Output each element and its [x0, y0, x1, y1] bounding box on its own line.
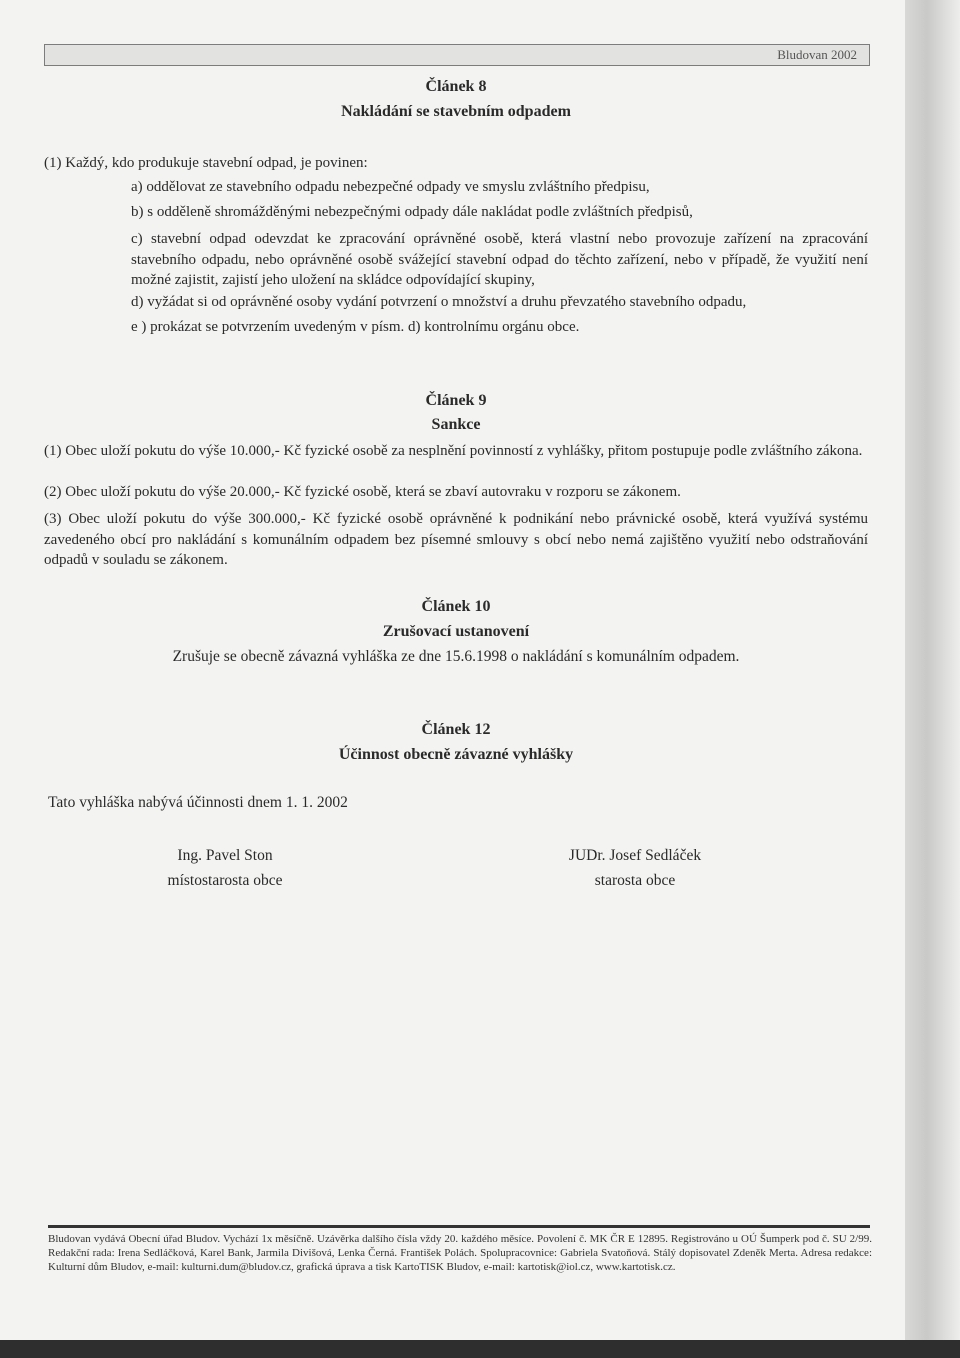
- article-8-item-b: b) s odděleně shromážděnými nebezpečnými odpady dále nakládat podle zvláštních předpisů,: [131, 204, 693, 220]
- article-12-text: Tato vyhláška nabývá účinnosti dnem 1. 1. 2002: [48, 794, 348, 811]
- article-8-item-a: a) oddělovat ze stavebního odpadu nebezpečné odpady ve smyslu zvláštního předpisu,: [131, 179, 650, 195]
- publication-name: Bludovan 2002: [777, 47, 857, 62]
- article-8-item-c: c) stavební odpad odevzdat ke zpracování oprávněné osobě, která vlastní nebo provozuje zařízení na zpracování stavebního odpadu, nebo oprávněné osobě svážející stavební odpad do těchto zařízení, nebo v případě, že využití není možné zajistit, zajistí jeho uložení na skládce odpovídající skupiny,: [131, 231, 868, 288]
- article-9-number: Článek 9: [425, 392, 487, 409]
- bottom-scan-edge: [0, 1340, 960, 1358]
- article-10-title: Zrušovací ustanovení: [382, 623, 530, 640]
- header-bar: [44, 44, 870, 66]
- signature-left-role: místostarosta obce: [167, 872, 283, 889]
- footer-imprint: Bludovan vydává Obecní úřad Bludov. Vychází 1x měsíčně. Uzávěrka dalšího čísla vždy 20. každého měsíce. Povolení č. MK ČR E 12895. Registrováno u OÚ Šumperk pod č. SU 2/99. Redakční rada: Irena Sedláčková, Karel Bank, Jarmila Divišová, Lenka Černá. František Polách. Spolupracovnice: Gabriela Svatoňová. Stálý dopisovatel Zdeněk Merta. Adresa redakce: Kulturní dům Bludov, e-mail: kulturni.dum@bludov.cz, grafická úprava a tisk KartoTISK Bludov, e-mail: kartotisk@iol.cz, www.kartotisk.cz.: [48, 1233, 872, 1273]
- article-9-paragraph-2: (2) Obec uloží pokutu do výše 20.000,- Kč fyzické osobě, která se zbaví autovraku v rozporu se zákonem.: [44, 484, 681, 500]
- signature-right: [530, 843, 740, 893]
- article-10-number: Článek 10: [421, 598, 491, 615]
- article-9-title: Sankce: [431, 416, 481, 433]
- article-9-paragraph-3: (3) Obec uloží pokutu do výše 300.000,- Kč fyzické osobě oprávněné k podnikání nebo právnické osobě, která využívá systému zavedeného obcí pro nakládání s komunálním odpadem bez písemné smlouvy s obcí nebo nemá zajištěno využití nebo odstraňování odpadů v souladu se zákonem.: [44, 511, 868, 568]
- article-10-text: Zrušuje se obecně závazná vyhláška ze dne 15.6.1998 o nakládání s komunálním odpadem.: [172, 648, 740, 665]
- adjacent-page-edge: [905, 0, 960, 1358]
- article-8-item-e: e ) prokázat se potvrzením uvedeným v písm. d) kontrolnímu orgánu obce.: [131, 319, 580, 335]
- article-8-number: Článek 8: [425, 78, 487, 95]
- article-9-paragraph-1: (1) Obec uloží pokutu do výše 10.000,- Kč fyzické osobě za nesplnění povinností z vyhlášky, přitom postupuje podle zvláštního zákona.: [44, 443, 863, 459]
- article-12-number: Článek 12: [421, 721, 491, 738]
- footer-divider: [48, 1225, 870, 1228]
- article-8-title: Nakládání se stavebním odpadem: [341, 103, 571, 120]
- signature-left: [120, 843, 330, 893]
- article-8-item-d: d) vyžádat si od oprávněné osoby vydání potvrzení o množství a druhu převzatého stavebního odpadu,: [131, 294, 747, 310]
- signature-right-name: JUDr. Josef Sedláček: [568, 847, 702, 864]
- signature-right-role: starosta obce: [594, 872, 676, 889]
- article-12-title: Účinnost obecně závazné vyhlášky: [338, 746, 574, 763]
- article-8-intro: (1) Každý, kdo produkuje stavební odpad, je povinen:: [44, 155, 368, 171]
- signature-left-name: Ing. Pavel Ston: [177, 847, 273, 864]
